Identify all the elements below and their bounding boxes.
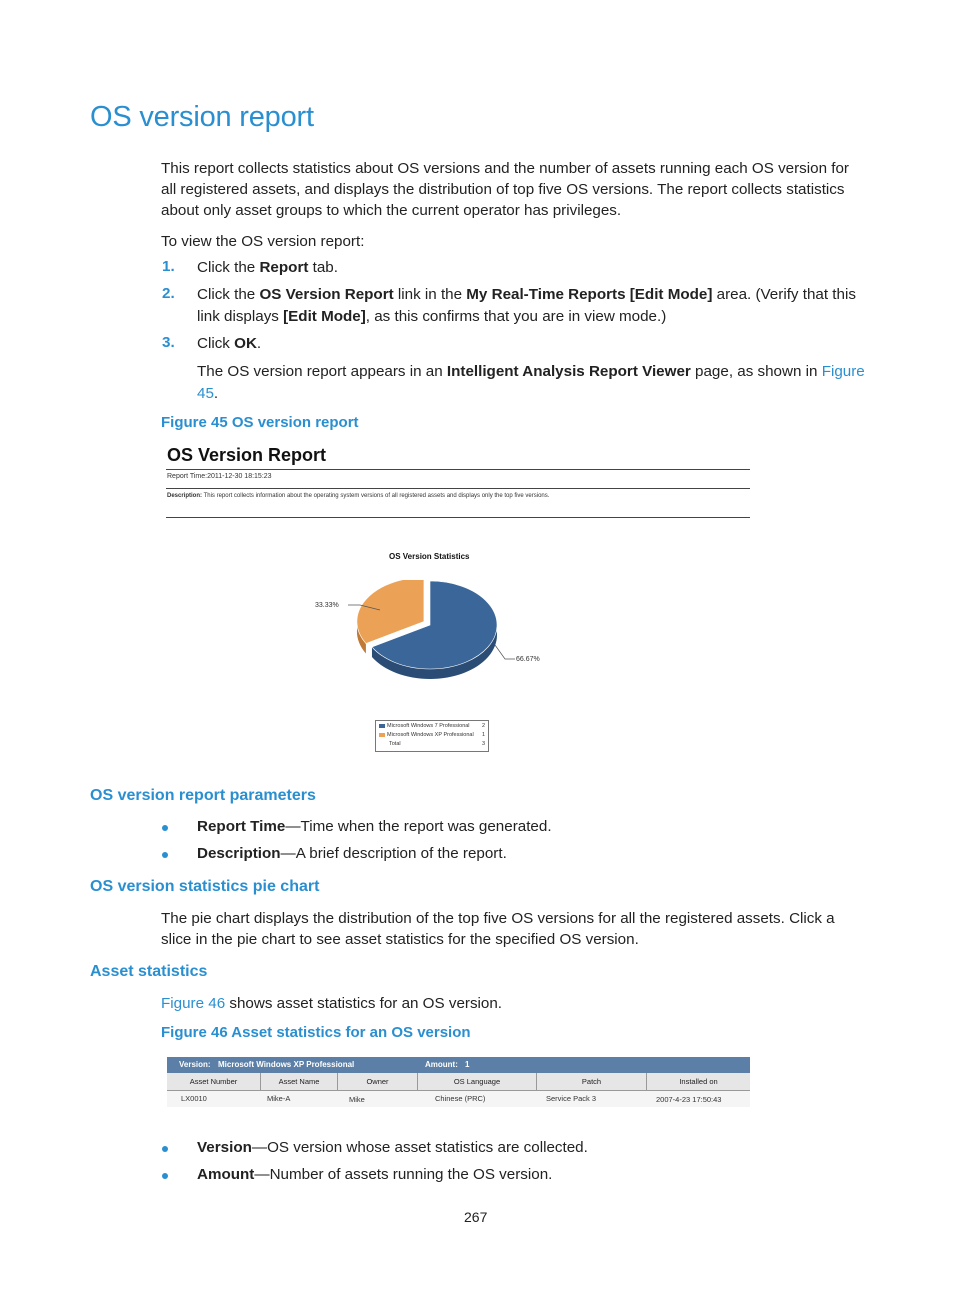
- report-description: Description: This report collects information about the operating system versions of all registered assets and displays only the top five versions.: [167, 493, 550, 499]
- legend-value: 2: [481, 723, 485, 729]
- column-header: Asset Name: [261, 1073, 338, 1090]
- section-heading: OS version statistics pie chart: [90, 878, 320, 895]
- page-number: 267: [464, 1209, 488, 1225]
- table-cell: Chinese (PRC): [435, 1094, 486, 1103]
- table-cell: LX0010: [181, 1094, 207, 1103]
- step-number: 1.: [162, 258, 175, 275]
- leader-line: [495, 645, 515, 659]
- pie-label-xp: 33.33%: [315, 602, 339, 609]
- field-item: Version—OS version whose asset statistics are collected.: [197, 1139, 588, 1156]
- pie-label-win7: 66.67%: [516, 656, 540, 663]
- figure-45-link[interactable]: Figure 45: [197, 363, 865, 402]
- table-row[interactable]: [167, 1091, 750, 1107]
- legend-total: Total: [389, 741, 401, 747]
- asset-paragraph: Figure 46 shows asset statistics for an OS version.: [161, 995, 503, 1012]
- step-1: Click the Report tab.: [197, 259, 338, 276]
- pie-paragraph: The pie chart displays the distribution of the top five OS versions for all the registered assets. Click a slice in the pie chart to see asset statistics for the specified OS version.: [161, 910, 835, 948]
- report-title: OS Version Report: [167, 445, 327, 465]
- legend-swatch: [379, 724, 385, 728]
- intro-paragraph: This report collects statistics about OS versions and the number of assets running each OS version for all registered assets, and displays the distribution of top five OS versions. The report collects statistics about only asset groups to which the current operator has privileges.: [161, 160, 849, 219]
- field-item: Amount—Number of assets running the OS version.: [197, 1166, 553, 1183]
- table-cell: Mike-A: [267, 1094, 291, 1103]
- pie-chart[interactable]: [300, 580, 560, 700]
- chart-legend: [375, 720, 489, 752]
- figure-46-caption: Figure 46 Asset statistics for an OS version: [161, 1024, 471, 1041]
- step-number: 3.: [162, 334, 175, 351]
- legend-swatch: [379, 733, 385, 737]
- column-header: Installed on: [679, 1077, 718, 1086]
- chart-title: OS Version Statistics: [389, 552, 470, 561]
- table-header-bar: Version: Microsoft Windows XP Professional Amount: 1: [167, 1057, 750, 1073]
- column-header: Patch: [537, 1073, 647, 1090]
- bullet: [162, 825, 168, 831]
- to-view-text: To view the OS version report:: [161, 233, 365, 250]
- result-text: The OS version report appears in an Intelligent Analysis Report Viewer page, as shown in Figure 45.: [197, 363, 865, 402]
- step-3: Click OK.: [197, 335, 262, 352]
- column-header: Owner: [338, 1073, 418, 1090]
- table-cell: Mike: [349, 1095, 365, 1104]
- column-header: Asset Number: [167, 1073, 261, 1090]
- page-title: OS version report: [90, 101, 314, 133]
- step-number: 2.: [162, 285, 175, 302]
- figure-46-link[interactable]: Figure 46: [161, 995, 226, 1012]
- divider: [166, 488, 750, 489]
- legend-value: 1: [481, 732, 485, 738]
- table-columns: [167, 1073, 750, 1091]
- legend-item: Microsoft Windows 7 Professional: [379, 723, 470, 729]
- step-2: Click the OS Version Report link in the My Real-Time Reports [Edit Mode] area. (Verify that this link displays [Edit Mode], as this confirms that you are in view mode.): [197, 286, 856, 325]
- report-time: Report Time:2011-12-30 18:15:23: [167, 473, 272, 480]
- column-header: OS Language: [418, 1073, 537, 1090]
- legend-total-value: 3: [481, 741, 485, 747]
- divider: [166, 469, 750, 470]
- table-cell: 2007-4-23 17:50:43: [656, 1095, 722, 1104]
- bullet: [162, 1173, 168, 1179]
- legend-item: Microsoft Windows XP Professional: [379, 732, 474, 738]
- section-heading: Asset statistics: [90, 963, 208, 980]
- param-item: Description—A brief description of the report.: [197, 845, 507, 862]
- figure-45-caption: Figure 45 OS version report: [161, 414, 359, 431]
- bullet: [162, 1146, 168, 1152]
- bullet: [162, 852, 168, 858]
- param-item: Report Time—Time when the report was generated.: [197, 818, 552, 835]
- table-cell: Service Pack 3: [546, 1094, 597, 1103]
- section-heading: OS version report parameters: [90, 787, 316, 804]
- divider: [166, 517, 750, 518]
